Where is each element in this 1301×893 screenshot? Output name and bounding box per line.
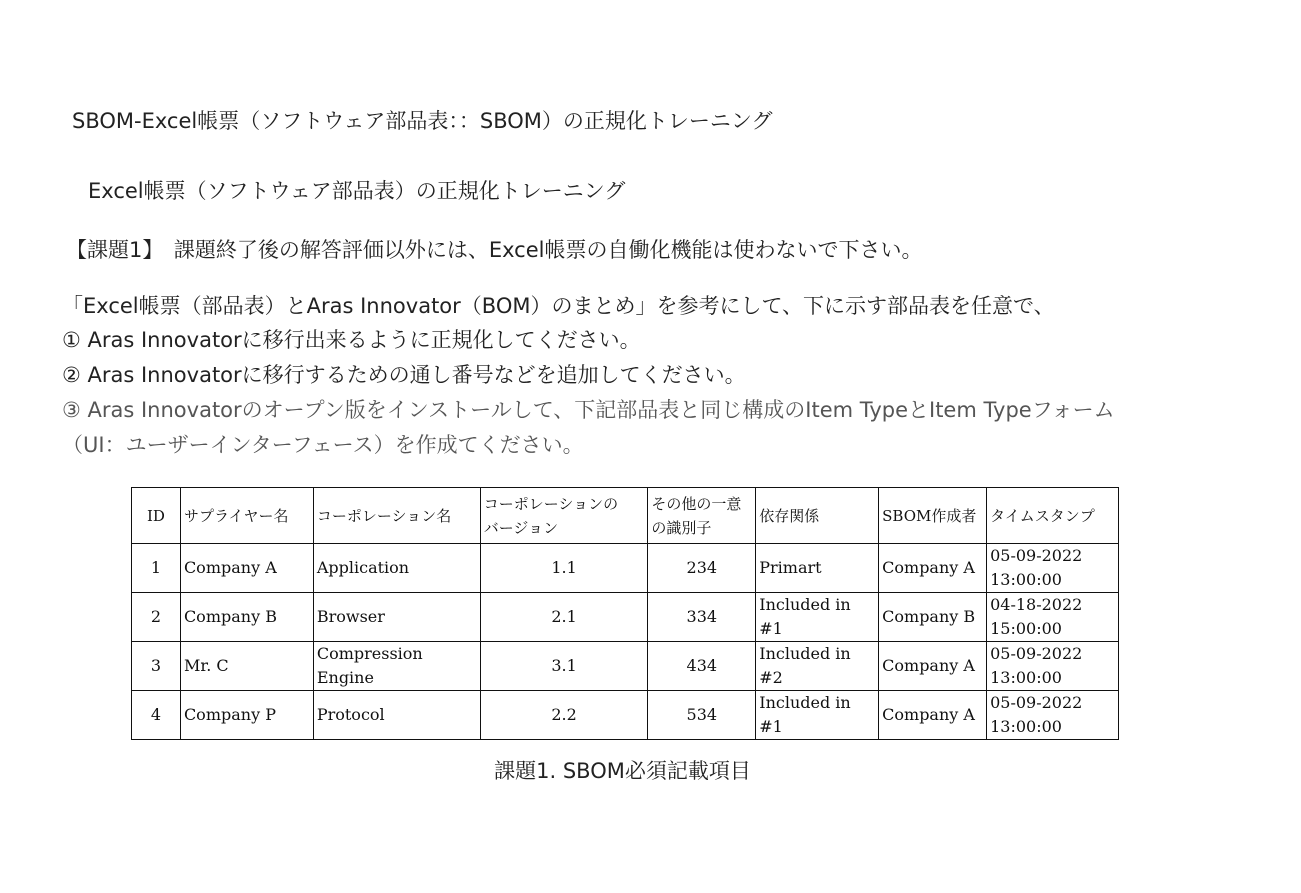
- cell-identifier: 334: [648, 593, 756, 642]
- cell-version: 2.2: [480, 691, 648, 740]
- step-3: ③ Aras Innovatorのオープン版をインストールして、下記部品表と同じ構成のItem TypeとItem Typeフォーム: [62, 398, 1115, 422]
- cell-timestamp: [987, 544, 1119, 593]
- timestamp-time: 13:00:00: [990, 717, 1062, 736]
- header-id: ID: [132, 488, 181, 544]
- document-subtitle: Excel帳票（ソフトウェア部品表）の正規化トレーニング: [88, 179, 626, 203]
- header-corporation-name: コーポレーション名: [313, 488, 480, 544]
- table-header-row: [132, 488, 1119, 544]
- step-3-continued: （UI：ユーザーインターフェース）を作成てください。: [62, 433, 584, 457]
- cell-author: Company A: [879, 642, 987, 691]
- cell-dependency: Primart: [756, 544, 879, 593]
- cell-supplier: Company A: [180, 544, 313, 593]
- cell-identifier: 434: [648, 642, 756, 691]
- timestamp-date: 05-09-2022: [990, 546, 1083, 565]
- header-sbom-author: SBOM作成者: [879, 488, 987, 544]
- cell-id: 4: [132, 691, 181, 740]
- table-row: [132, 593, 1119, 642]
- cell-author: Company A: [879, 691, 987, 740]
- cell-version: 1.1: [480, 544, 648, 593]
- table-caption: 課題1. SBOM必須記載項目: [494, 759, 751, 783]
- cell-version: 3.1: [480, 642, 648, 691]
- cell-supplier: Mr. C: [180, 642, 313, 691]
- cell-id: 3: [132, 642, 181, 691]
- cell-author: Company A: [879, 544, 987, 593]
- cell-dependency: Included in #1: [756, 691, 879, 740]
- header-supplier-name: サプライヤー名: [180, 488, 313, 544]
- cell-timestamp: [987, 691, 1119, 740]
- cell-dependency: Included in #2: [756, 642, 879, 691]
- cell-supplier: Company P: [180, 691, 313, 740]
- timestamp-date: 05-09-2022: [990, 693, 1083, 712]
- header-dependency: 依存関係: [756, 488, 879, 544]
- table-row: [132, 691, 1119, 740]
- cell-timestamp: [987, 642, 1119, 691]
- header-timestamp: タイムスタンプ: [987, 488, 1119, 544]
- cell-corporation: Compression Engine: [313, 642, 480, 691]
- timestamp-date: 04-18-2022: [990, 595, 1083, 614]
- cell-corporation: Protocol: [313, 691, 480, 740]
- timestamp-time: 15:00:00: [990, 619, 1062, 638]
- timestamp-time: 13:00:00: [990, 668, 1062, 687]
- step-2: ② Aras Innovatorに移行するための通し番号などを追加してください。: [62, 363, 746, 387]
- task-1-instruction: 【課題1】 課題終了後の解答評価以外には、Excel帳票の自働化機能は使わないで下さい。: [66, 238, 923, 262]
- header-unique-identifier: その他の一意 の識別子: [648, 488, 756, 544]
- cell-dependency: Included in #1: [756, 593, 879, 642]
- step-1: ① Aras Innovatorに移行出来るように正規化してください。: [62, 328, 641, 352]
- timestamp-date: 05-09-2022: [990, 644, 1083, 663]
- sbom-table: [131, 487, 1119, 740]
- cell-version: 2.1: [480, 593, 648, 642]
- document-title: SBOM-Excel帳票（ソフトウェア部品表：：SBOM）の正規化トレーニング: [72, 109, 773, 133]
- table-row: [132, 642, 1119, 691]
- cell-author: Company B: [879, 593, 987, 642]
- timestamp-time: 13:00:00: [990, 570, 1062, 589]
- cell-corporation: Browser: [313, 593, 480, 642]
- cell-id: 1: [132, 544, 181, 593]
- task-intro: 「Excel帳票（部品表）とAras Innovator（BOM）のまとめ」を参考にして、下に示す部品表を任意で、: [62, 294, 1055, 318]
- cell-timestamp: [987, 593, 1119, 642]
- cell-corporation: Application: [313, 544, 480, 593]
- cell-supplier: Company B: [180, 593, 313, 642]
- cell-identifier: 534: [648, 691, 756, 740]
- cell-id: 2: [132, 593, 181, 642]
- cell-identifier: 234: [648, 544, 756, 593]
- table-row: [132, 544, 1119, 593]
- header-corporation-version: コーポレーションの バージョン: [480, 488, 648, 544]
